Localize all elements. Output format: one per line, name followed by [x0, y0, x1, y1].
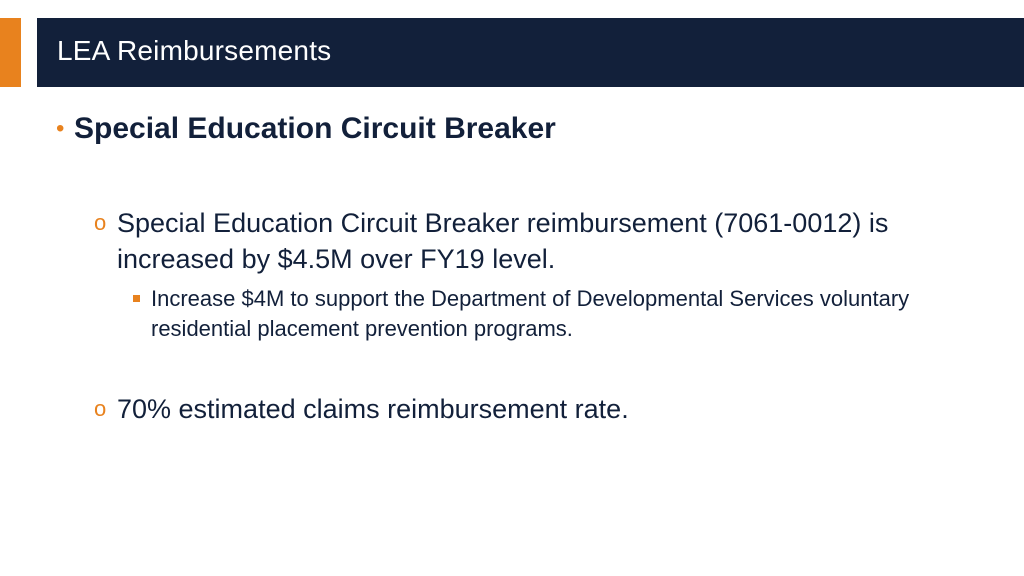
list-item [94, 205, 974, 277]
list-item [94, 391, 974, 427]
list-item-text: 70% estimated claims reimbursement rate. [117, 394, 629, 424]
round-bullet-icon: • [56, 115, 65, 142]
heading-item [56, 110, 996, 148]
slide-title: LEA Reimbursements [57, 35, 332, 66]
circle-bullet-icon: o [94, 210, 107, 235]
list-item-text: Special Education Circuit Breaker reimbursement (7061-0012) is increased by $4.5M over FY19 level. [117, 208, 889, 274]
sub-list-item-text: Increase $4M to support the Department of Developmental Services voluntary residential placement prevention programs. [151, 286, 910, 341]
square-bullet-icon [133, 295, 140, 302]
circle-bullet-icon: o [94, 396, 107, 421]
sub-list-item [133, 284, 963, 344]
section-heading: Special Education Circuit Breaker [74, 112, 556, 145]
